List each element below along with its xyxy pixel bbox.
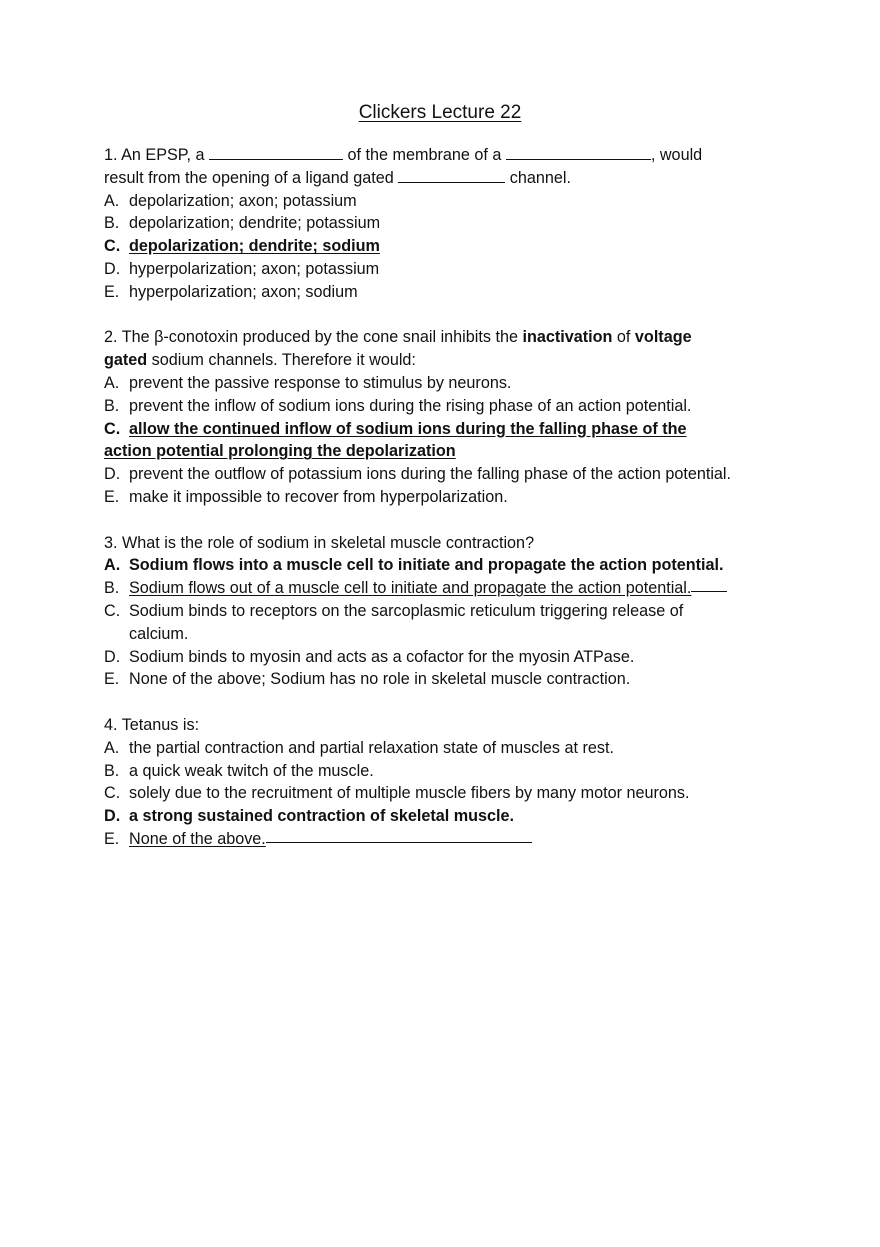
question-2-stem-part-3: sodium channels. Therefore it would:	[147, 351, 416, 370]
question-1-stem-part-1: 1. An EPSP, a	[104, 146, 209, 164]
option-letter: C.	[104, 784, 121, 803]
option-text: Sodium flows into a muscle cell to initiate and propagate the action potential.	[129, 556, 724, 575]
question-2-stem-line-1	[104, 326, 794, 349]
question-4	[104, 714, 794, 851]
option-letter: B.	[104, 214, 120, 233]
option-text: prevent the passive response to stimulus by neurons.	[129, 373, 512, 392]
option-text: depolarization; axon; potassium	[129, 191, 357, 210]
question-1-stem-line-1	[104, 144, 794, 167]
option-letter: D.	[104, 465, 121, 484]
option-letter: D.	[104, 807, 121, 826]
page-title-text: Clickers Lecture 22	[358, 102, 522, 123]
option-text: prevent the outflow of potassium ions during the falling phase of the action potential.	[129, 465, 732, 484]
fill-in-blank-3	[398, 168, 505, 183]
question-1-stem-part-3: , would	[650, 146, 703, 164]
question-2-option-e	[104, 486, 794, 509]
option-letter: E.	[104, 829, 120, 848]
question-2-option-c-continuation	[104, 440, 794, 463]
question-3-option-c	[104, 600, 794, 623]
question-2-stem-emphasis-1: inactivation	[522, 328, 613, 347]
option-letter: E.	[104, 487, 120, 506]
option-letter: E.	[104, 670, 120, 689]
question-2-stem-part-2: of	[612, 328, 635, 347]
question-4-option-b	[104, 760, 794, 783]
trailing-underline	[266, 828, 532, 843]
question-2	[104, 326, 794, 508]
option-indent	[104, 623, 129, 646]
question-list	[104, 144, 794, 874]
option-letter: A.	[104, 556, 121, 575]
question-1-stem-part-4: result from the opening of a ligand gated	[104, 168, 399, 187]
option-text: Sodium binds to myosin and acts as a cofactor for the myosin ATPase.	[129, 647, 635, 666]
question-3-option-a-correct	[104, 554, 794, 577]
question-1-stem-line-2	[104, 167, 794, 190]
question-1-stem-part-5: channel.	[505, 168, 571, 187]
question-4-option-d-correct	[104, 805, 794, 828]
option-text-continuation: calcium.	[129, 624, 189, 643]
question-1-option-d	[104, 258, 794, 281]
option-letter: A.	[104, 191, 120, 210]
option-letter: C.	[104, 419, 121, 438]
option-text: a quick weak twitch of the muscle.	[129, 761, 374, 780]
option-letter: B.	[104, 579, 120, 598]
option-letter: A.	[104, 738, 120, 757]
option-text-continuation: action potential prolonging the depolarization	[104, 442, 456, 461]
option-text: the partial contraction and partial relaxation state of muscles at rest.	[129, 738, 614, 757]
question-4-option-a	[104, 737, 794, 760]
question-2-stem-part-1: 2. The β-conotoxin produced by the cone snail inhibits the	[104, 328, 523, 347]
question-3-stem: 3. What is the role of sodium in skeletal muscle contraction?	[104, 533, 535, 552]
question-2-option-d	[104, 463, 794, 486]
question-3-option-d	[104, 646, 794, 669]
question-3-option-c-continuation	[104, 623, 794, 646]
question-4-stem: 4. Tetanus is:	[104, 715, 200, 734]
option-text: allow the continued inflow of sodium ions during the falling phase of the	[129, 419, 687, 438]
option-letter: B.	[104, 396, 120, 415]
question-1-stem-part-2: of the membrane of a	[343, 146, 506, 164]
option-text: hyperpolarization; axon; sodium	[129, 282, 358, 301]
option-letter: C.	[104, 601, 121, 620]
question-1-option-a	[104, 190, 794, 213]
option-text: None of the above.	[129, 829, 266, 848]
question-2-option-b	[104, 395, 794, 418]
option-text: depolarization; dendrite; sodium	[129, 237, 380, 256]
option-text: None of the above; Sodium has no role in skeletal muscle contraction.	[129, 670, 631, 689]
question-3-option-b	[104, 577, 794, 600]
question-2-stem-line-2	[104, 349, 794, 372]
option-text: Sodium flows out of a muscle cell to initiate and propagate the action potential.	[129, 579, 692, 598]
fill-in-blank-1	[209, 145, 343, 160]
question-2-option-a	[104, 372, 794, 395]
option-text: make it impossible to recover from hyperpolarization.	[129, 487, 508, 506]
option-text: depolarization; dendrite; potassium	[129, 214, 381, 233]
question-1-option-b	[104, 212, 794, 235]
option-text: Sodium binds to receptors on the sarcoplasmic reticulum triggering release of	[129, 601, 684, 620]
option-letter: D.	[104, 259, 121, 278]
option-letter: D.	[104, 647, 121, 666]
option-text: prevent the inflow of sodium ions during the rising phase of an action potential.	[129, 396, 692, 415]
question-3-option-e	[104, 668, 794, 691]
question-2-stem-emphasis-3: gated	[104, 351, 148, 370]
option-letter: A.	[104, 373, 120, 392]
option-letter: B.	[104, 761, 120, 780]
question-3	[104, 532, 794, 692]
question-1-option-c-correct	[104, 235, 794, 258]
question-4-option-c	[104, 782, 794, 805]
question-2-stem-emphasis-2: voltage	[634, 328, 692, 347]
question-1	[104, 144, 794, 304]
option-text: a strong sustained contraction of skeletal muscle.	[129, 807, 515, 826]
question-4-option-e	[104, 828, 794, 851]
question-2-option-c-correct	[104, 418, 794, 441]
trailing-underline	[691, 577, 727, 592]
fill-in-blank-2	[506, 145, 651, 160]
option-text: solely due to the recruitment of multiple muscle fibers by many motor neurons.	[129, 784, 690, 803]
question-1-option-e	[104, 281, 794, 304]
option-letter: E.	[104, 282, 120, 301]
option-text: hyperpolarization; axon; potassium	[129, 259, 380, 278]
option-letter: C.	[104, 237, 121, 256]
page-title	[0, 102, 880, 124]
